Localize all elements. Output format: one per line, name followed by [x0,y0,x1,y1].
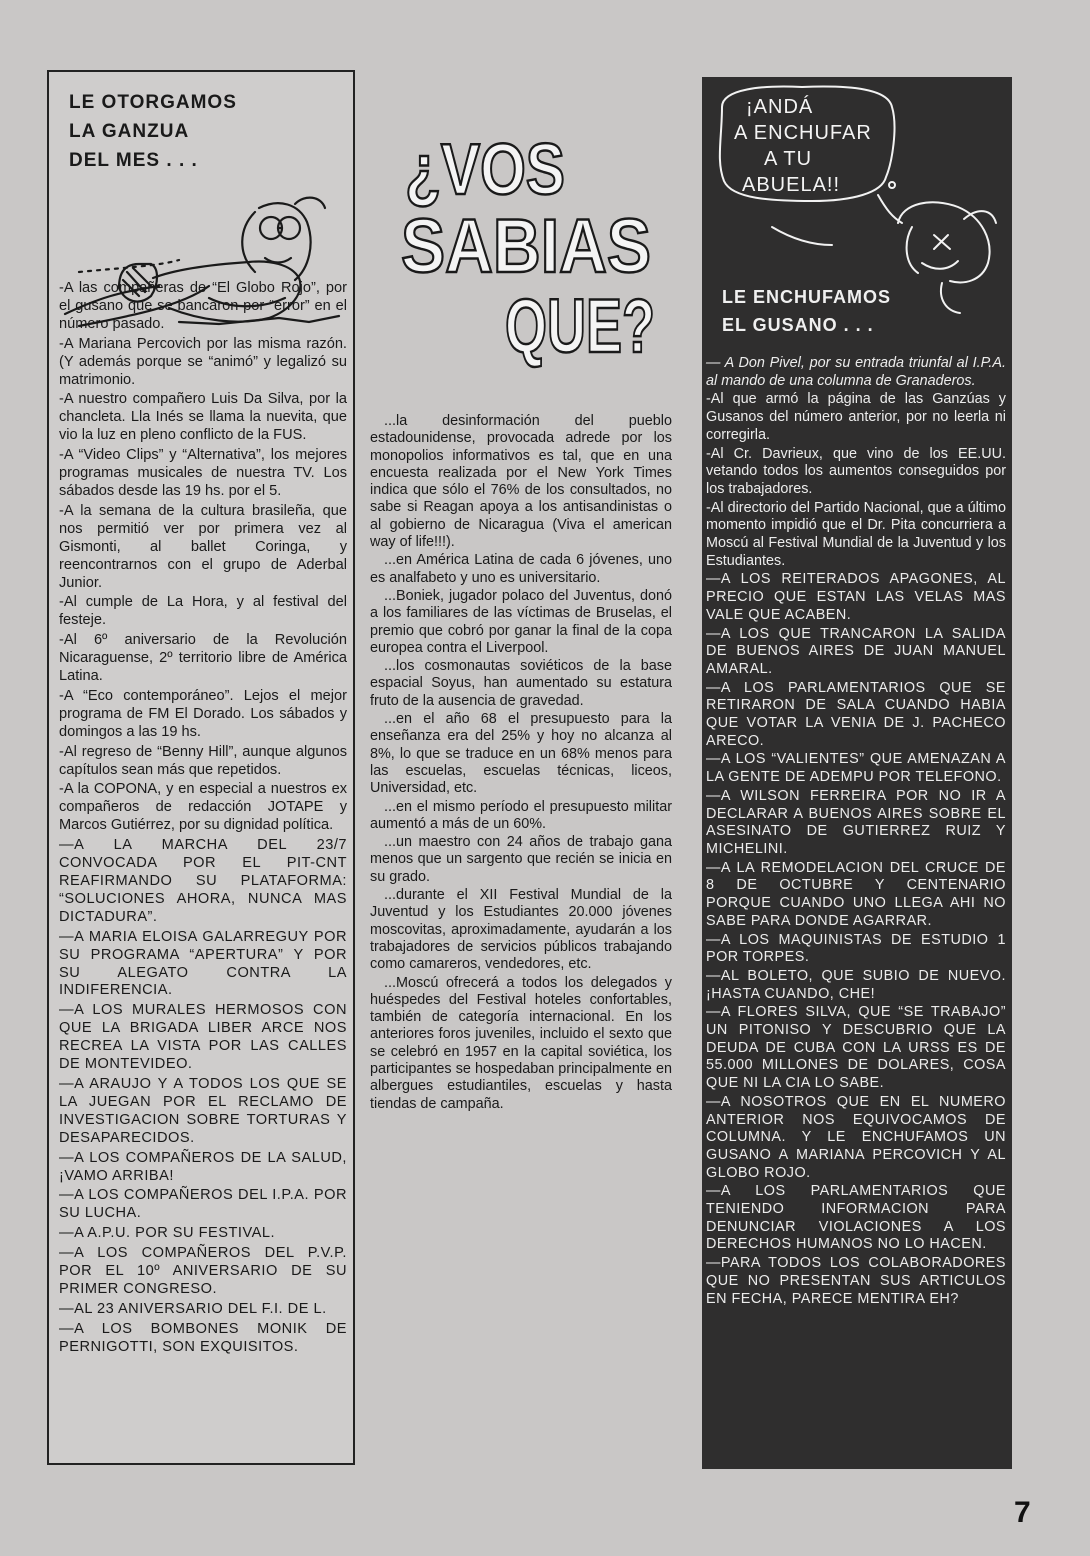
list-item: —A LOS PARLAMENTARIOS QUE TENIENDO INFORMACION PARA DENUNCIAR VIOLACIONES A LOS DERECHOS HUMANOS NO LO HACEN. [706,1183,1006,1253]
gusano-title [722,283,942,339]
sabias-que-list [370,413,672,1114]
gusano-title-line: EL GUSANO . . . [722,315,874,335]
list-item: ...en América Latina de cada 6 jóvenes, uno es analfabeto y uno es universitario. [370,552,672,586]
list-item: ...en el año 68 el presupuesto para la enseñanza era del 25% y hoy no alcanza al 8%, lo que se traduce en un 68% menos para las escuelas, escuelas técnicas, liceos, Universidad, etc. [370,711,672,797]
bubble-line-1: ¡ANDÁ [746,96,814,118]
list-item: ...los cosmonautas soviéticos de la base espacial Soyus, han aumentado su estatura fruto de la ausencia de gravedad. [370,658,672,709]
gusano-list [706,355,1006,1309]
list-item: —A LOS MAQUINISTAS DE ESTUDIO 1 POR TORPES. [706,931,1006,966]
list-item: ...en el mismo período el presupuesto militar aumentó a más de un 60%. [370,798,672,832]
list-item: —A LOS QUE TRANCARON LA SALIDA DE BUENOS AIRES DE JUAN MANUEL AMARAL. [706,625,1006,677]
list-item: -Al Cr. Davrieux, que vino de los EE.UU. vetando todos los aumentos conseguidos por los trabajadores. [706,445,1006,497]
list-item: ...Moscú ofrecerá a todos los delegados y huéspedes del Festival hoteles confortables, también de categoría internacional. En los anteriores foros juveniles, incluido el sexto que se celebró en 1957 en la capital soviética, los participantes se hospedaban principalmente en albergues estudiantiles, escuelas y hasta tiendas de campaña. [370,974,672,1112]
ganzua-list [59,280,347,1359]
list-item: -A las compañeras de “El Globo Rojo”, por el gusano que se bancaron por “error” en el número pasado. [59,280,347,332]
list-item: -A la semana de la cultura brasileña, que nos permitió ver por primera vez al Gismonti, al ballet Coringa, y reencontrarnos con el grupo de Aderbal Junior. [59,502,347,591]
list-item: —A LOS COMPAÑEROS DEL P.V.P. POR EL 10º ANIVERSARIO DE SU PRIMER CONGRESO. [59,1245,347,1297]
list-item: ...la desinformación del pueblo estadounidense, provocada adrede por los monopolios informativos es tal, que en una encuesta realizada por el New York Times indica que sólo el 76% de los consultados, no sabe si Reagan apoya a los antisandinistas o al gobierno de Nicaragua (Viva el american way of life!!!). [370,413,672,551]
list-item: —A LOS PARLAMENTARIOS QUE SE RETIRARON DE SALA CUANDO HABIA QUE VOTAR LA VENIA DE J. PACHECO ARECO. [706,679,1006,749]
headline-line-3: QUE? [505,284,655,369]
bubble-line-3: A TU [764,148,813,170]
vos-sabias-que-headline [395,112,665,382]
list-item: ...un maestro con 24 años de trabajo gana menos que un sargento que recién se inicia en su grado. [370,834,672,885]
list-item: —PARA TODOS LOS COLABORADORES QUE NO PRESENTAN SUS ARTICULOS EN FECHA, PARECE MENTIRA EH? [706,1255,1006,1307]
list-item: —A LOS REITERADOS APAGONES, AL PRECIO QUE ESTAN LAS VELAS MAS VALE QUE ACABEN. [706,571,1006,623]
list-item: —A MARIA ELOISA GALARREGUY POR SU PROGRAMA “APERTURA” Y POR SU ALEGATO CONTRA LA INDIFERENCIA. [59,928,347,999]
list-item: —A LOS COMPAÑEROS DE LA SALUD, ¡VAMO ARRIBA! [59,1149,347,1184]
list-item: -A nuestro compañero Luis Da Silva, por la chancleta. Lla Inés se llama la nuevita, que vio la luz en pleno conflicto de la FUS. [59,391,347,444]
gusano-title-line: LE ENCHUFAMOS [722,287,892,307]
list-item: —A LOS MURALES HERMOSOS CON QUE LA BRIGADA LIBER ARCE NOS RECREA LA VISTA POR LAS CALLES DE MONTEVIDEO. [59,1002,347,1073]
gusano-box [702,77,1012,1469]
list-item: -A “Video Clips” y “Alternativa”, los mejores programas musicales de nuestra TV. Los sábados desde las 19 hs. por el 5. [59,447,347,499]
list-item: —A LOS “VALIENTES” QUE AMENAZAN A LA GENTE DE ADEMPU POR TELEFONO. [706,751,1006,786]
list-item: ...Boniek, jugador polaco del Juventus, donó a los familiares de las víctimas de Bruselas, el premio que cobró por ganar la final de la copa europea contra el Liverpool. [370,587,672,656]
ganzua-title-line: LE OTORGAMOS [69,92,237,113]
list-item: —AL 23 ANIVERSARIO DEL F.I. DE L. [59,1300,327,1317]
ganzua-title-line: DEL MES . . . [69,150,198,171]
list-item: —A A.P.U. POR SU FESTIVAL. [59,1225,276,1242]
list-item: — A Don Pivel, por su entrada triunfal al I.P.A. al mando de una columna de Granaderos. [706,355,1006,389]
list-item: —A LOS COMPAÑEROS DEL I.P.A. POR SU LUCHA. [59,1187,347,1222]
ganzua-title [69,88,279,175]
headline-line-1: ¿VOS [405,130,565,210]
list-item: -Al que armó la página de las Ganzúas y Gusanos del número anterior, por no leerla ni corregirla. [706,391,1006,443]
list-item: —A ARAUJO Y A TODOS LOS QUE SE LA JUEGAN POR EL RECLAMO DE INVESTIGACION SOBRE TORTURAS Y DESAPARECIDOS. [59,1075,347,1146]
list-item: —A WILSON FERREIRA POR NO IR A DECLARAR A BUENOS AIRES SOBRE EL ASESINATO DE GUTIERREZ RUIZ Y MICHELINI. [706,787,1006,857]
ganzua-title-line: LA GANZUA [69,121,190,142]
list-item: ...durante el XII Festival Mundial de la Juventud y los Estudiantes 20.000 jóvenes moscovitas, aproximadamente, ayudarán a los trabajadores de servicios públicos trabajando como camareros, vendedores, etc. [370,887,672,973]
bubble-line-4: ABUELA!! [742,174,841,196]
list-item: —A FLORES SILVA, QUE “SE TRABAJO” UN PITONISO Y DESCUBRIO QUE LA DEUDA DE CUBA CON LA URSS ES DE 55.000 MILLONES DE DOLARES, COSA QUE NI LA CIA LO SABE. [706,1004,1006,1092]
list-item: -Al regreso de “Benny Hill”, aunque algunos capítulos sean más que repetidos. [59,743,347,778]
list-item: —AL BOLETO, QUE SUBIO DE NUEVO. ¡HASTA CUANDO, CHE! [706,967,1006,1002]
bubble-line-2: A ENCHUFAR [734,122,872,144]
list-item: -A Mariana Percovich por las misma razón. (Y además porque se “animó” y legalizó su matrimonio. [59,335,347,388]
list-item: —A LA REMODELACION DEL CRUCE DE 8 DE OCTUBRE Y CENTENARIO PORQUE CUANDO UNO LLEGA AHI NO SABE PARA DONDE AGARRAR. [706,859,1006,929]
page-number: 7 [1014,1496,1031,1529]
list-item: -Al directorio del Partido Nacional, que a último momento impidió que el Dr. Pita concurriera a Moscú al Festival Mundial de la Juventud y los Estudiantes. [706,499,1006,569]
list-item: —A LA MARCHA DEL 23/7 CONVOCADA POR EL PIT-CNT REAFIRMANDO SU PLATAFORMA: “SOLUCIONES AHORA, NUNCA MAS DICTADURA”. [59,837,347,925]
list-item: —A NOSOTROS QUE EN EL NUMERO ANTERIOR NOS EQUIVOCAMOS DE COLUMNA. Y LE ENCHUFAMOS UN GUSANO A MARIANA PERCOVICH Y AL GLOBO ROJO. [706,1093,1006,1181]
headline-line-2: SABIAS [401,204,651,289]
list-item: -Al cumple de La Hora, y al festival del festeje. [59,594,347,629]
list-item: -A “Eco contemporáneo”. Lejos el mejor programa de FM El Dorado. Los sábados y domingos a las 19 hs. [59,687,347,740]
list-item: —A LOS BOMBONES MONIK DE PERNIGOTTI, SON EXQUISITOS. [59,1320,347,1355]
ganzua-box [47,70,355,1465]
list-item: -Al 6º aniversario de la Revolución Nicaraguense, 2º territorio libre de América Latina. [59,632,347,685]
list-item: -A la COPONA, y en especial a nuestros ex compañeros de redacción JOTAPE y Marcos Gutiérrez, por su dignidad política. [59,781,347,834]
